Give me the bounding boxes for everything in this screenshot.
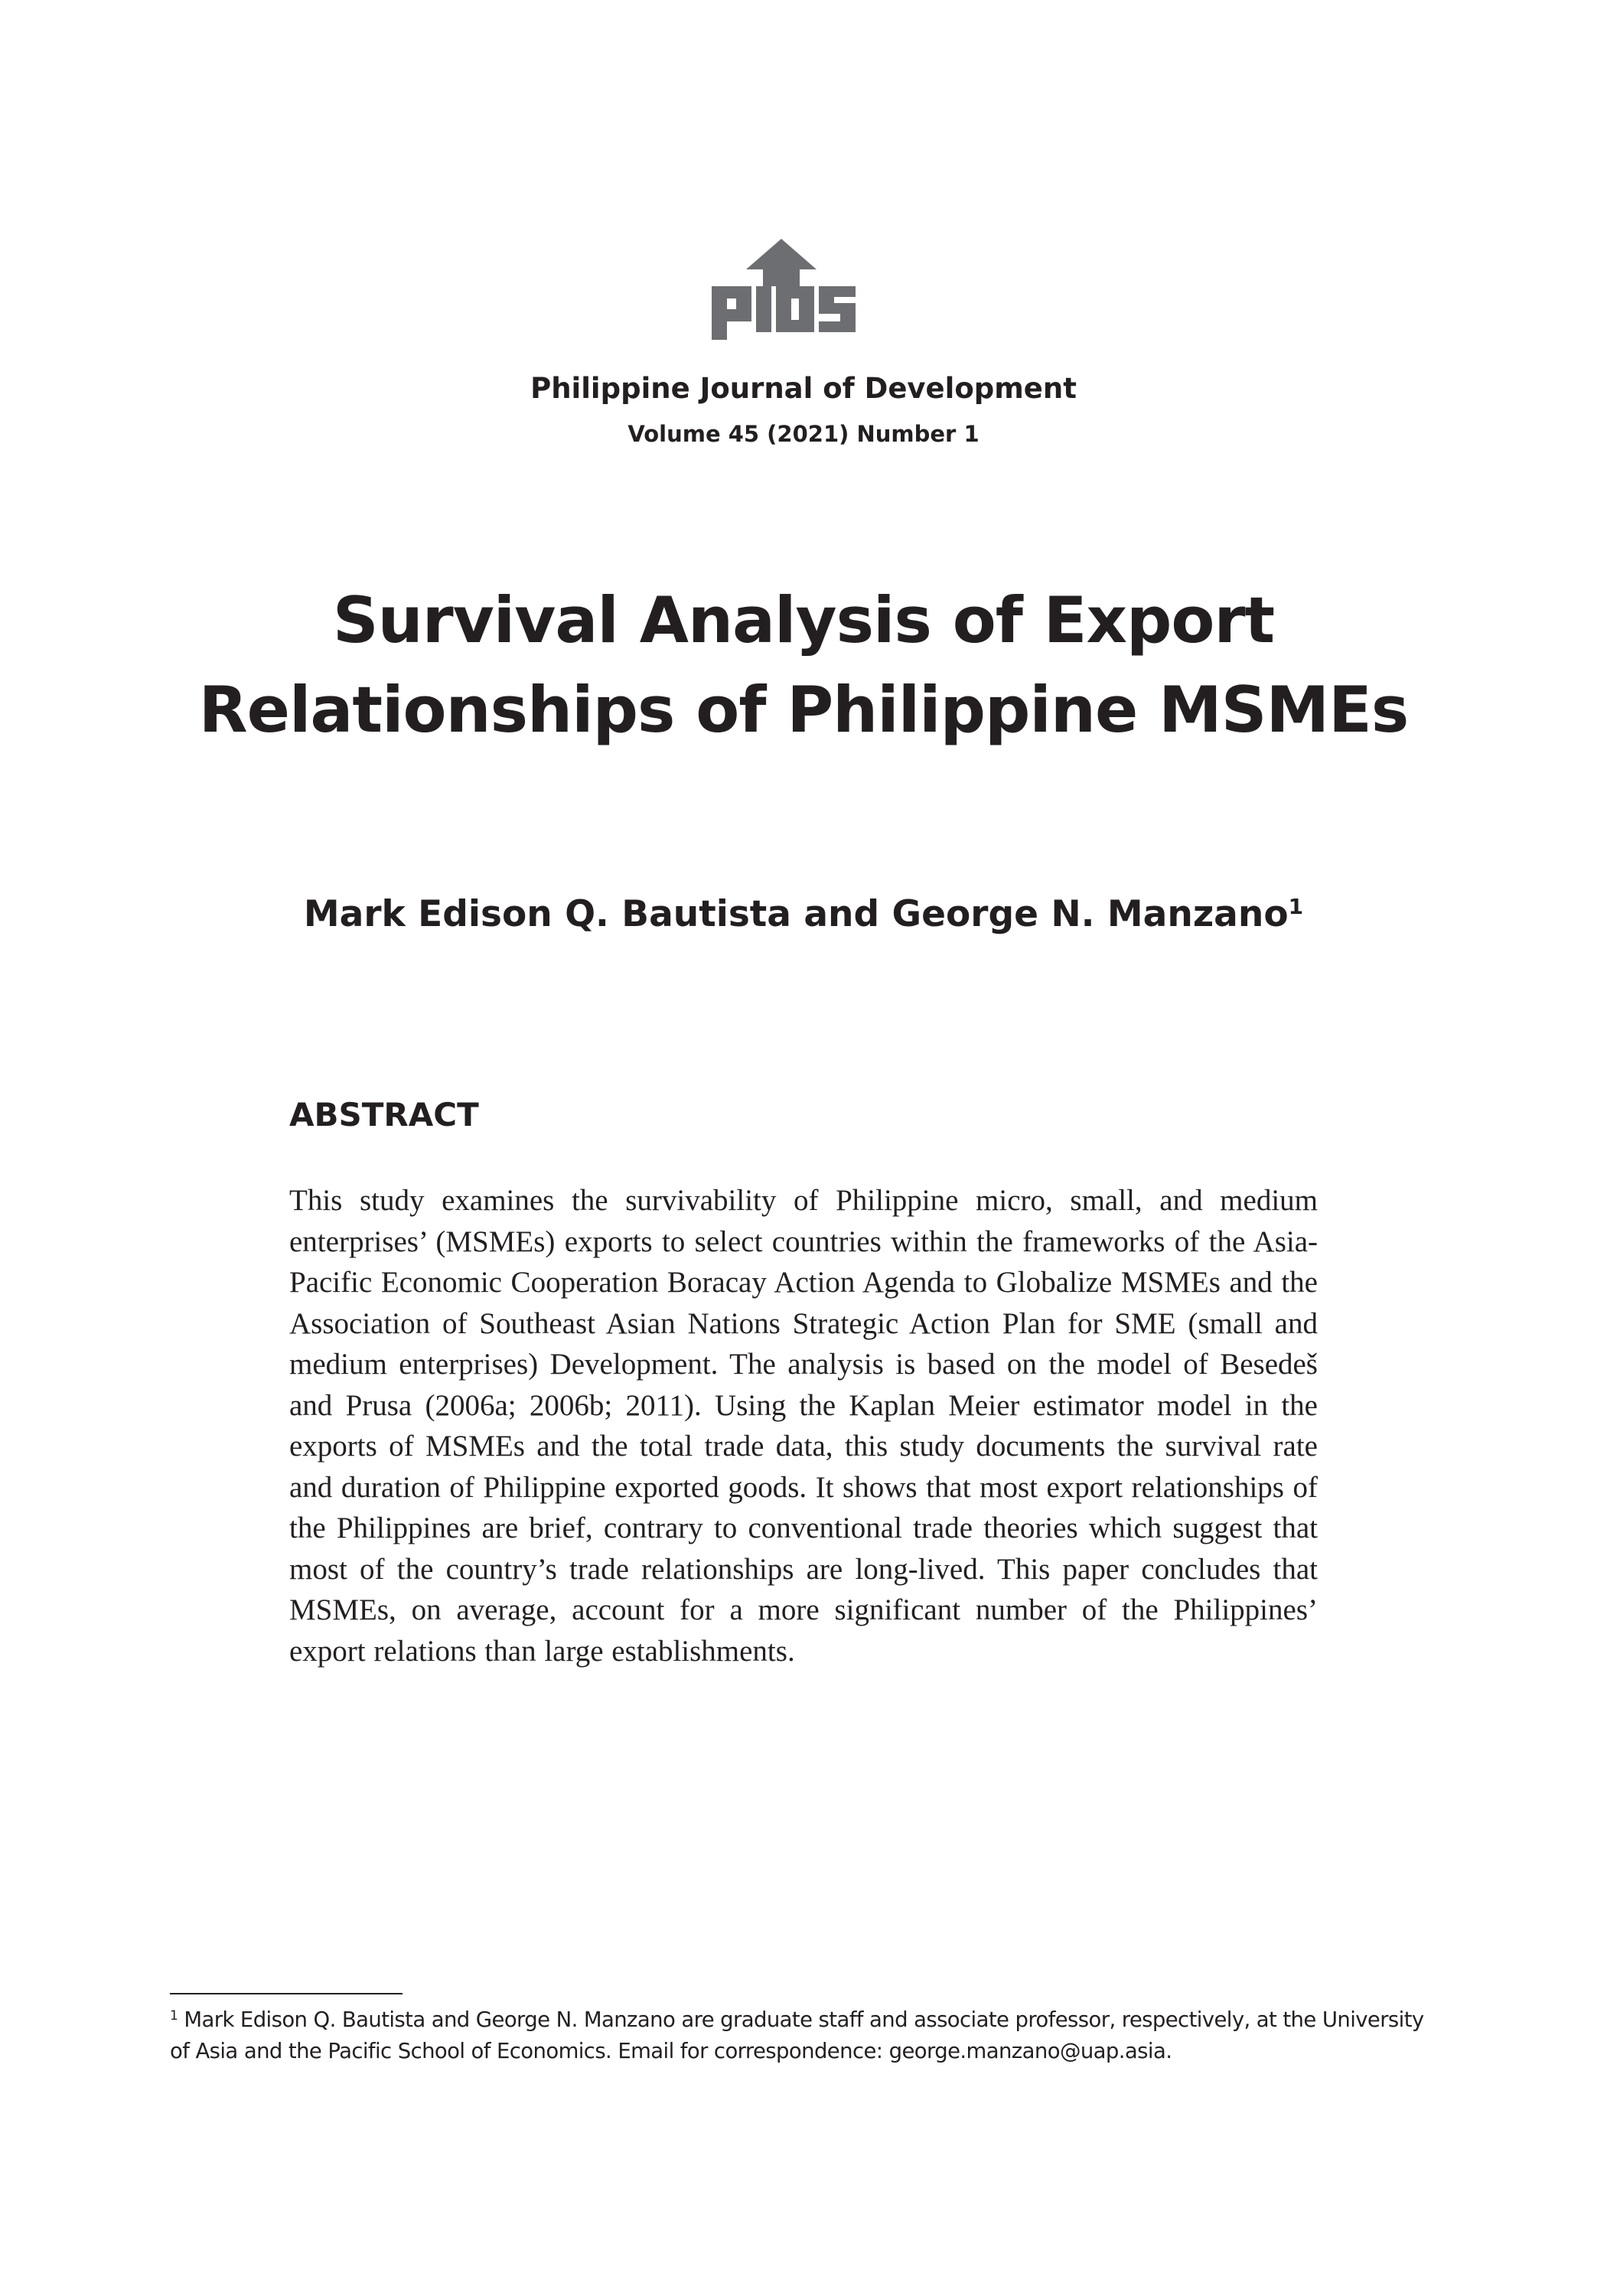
paper-title-line-2: Relationships of Philippine MSMEs <box>198 673 1409 747</box>
journal-issue: Volume 45 (2021) Number 1 <box>627 421 980 447</box>
author-line <box>0 893 1607 935</box>
author-names: Mark Edison Q. Bautista and George N. Manzano <box>303 893 1289 935</box>
author-footnote-marker[interactable]: 1 <box>1288 894 1304 919</box>
journal-name: Philippine Journal of Development <box>530 372 1077 405</box>
pids-logo <box>712 239 892 340</box>
paper-title <box>77 576 1530 755</box>
abstract-heading: ABSTRACT <box>289 1096 479 1133</box>
footnote <box>170 2001 1443 2067</box>
paper-title-line-1: Survival Analysis of Export <box>332 583 1275 657</box>
footnote-marker: 1 <box>170 2008 178 2024</box>
abstract-body: This study examines the survivability of Philippine micro, small, and medium enterprises’ (MSMEs) exports to select countries within the frameworks of the Asia-Pacific Economic Cooperation Boracay Action Agenda to Globalize MSMEs and the Association of Southeast Asian Nations Strategic Action Plan for SME (small and medium enterprises) Development. The analysis is based on the model of Besedeš and Prusa (2006a; 2006b; 2011). Using the Kaplan Meier estimator model in the exports of MSMEs and the total trade data, this study documents the survival rate and duration of Philippine exported goods. It shows that most export relationships of the Philippines are brief, contrary to conventional trade theories which suggest that most of the country’s trade relationships are long-lived. This paper concludes that MSMEs, on average, account for a more significant number of the Philippines’ export relations than large establishments. <box>289 1184 1318 1668</box>
footnote-text: Mark Edison Q. Bautista and George N. Manzano are graduate staff and associate professor, respectively, at the University of Asia and the Pacific School of Economics. Email for correspondence: george.manzano@uap.asia. <box>170 2007 1424 2063</box>
footnote-divider <box>170 1993 403 1994</box>
